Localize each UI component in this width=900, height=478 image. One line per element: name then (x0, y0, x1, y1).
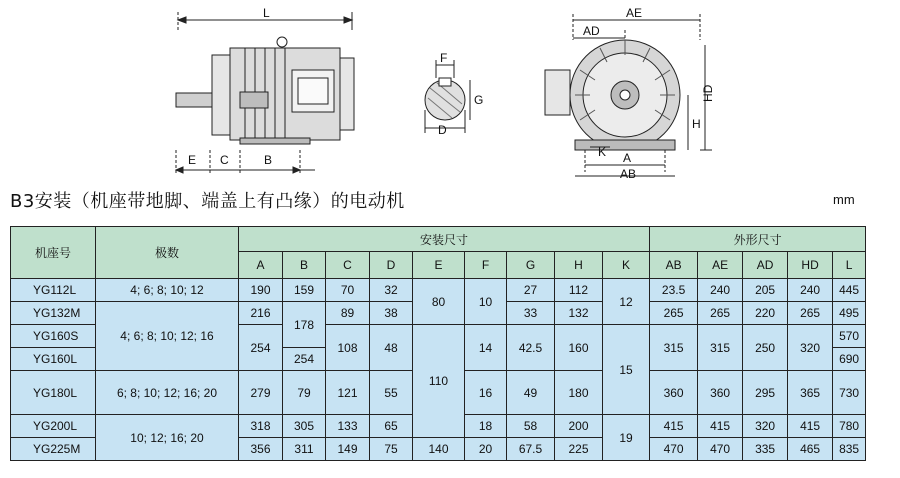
cell-F: 18 (465, 415, 507, 438)
col-header: D (370, 252, 413, 279)
dim-label-G: G (474, 93, 484, 107)
cell-AD: 205 (743, 279, 788, 302)
cell-AE: 470 (698, 438, 743, 461)
cell-C: 89 (326, 302, 370, 325)
page-title: B3安装（机座带地脚、端盖上有凸缘）的电动机 (10, 191, 405, 212)
cell-AB: 415 (650, 415, 698, 438)
header-poles: 极数 (96, 227, 239, 279)
dim-label-H: H (692, 117, 701, 131)
dim-label-F: F (440, 51, 448, 65)
header-outline: 外形尺寸 (650, 227, 866, 252)
cell-L: 570 (833, 325, 866, 348)
cell-G: 42.5 (507, 325, 555, 371)
motor-side-view (176, 12, 354, 175)
table-header-row (11, 227, 866, 252)
cell-HD: 240 (788, 279, 833, 302)
unit-label: mm (833, 192, 855, 207)
cell-AB: 315 (650, 325, 698, 371)
cell-L: 690 (833, 348, 866, 371)
col-header: HD (788, 252, 833, 279)
col-header: H (555, 252, 603, 279)
cell-model: YG180L (11, 371, 96, 415)
cell-K: 15 (603, 325, 650, 415)
dim-label-HD: HD (701, 84, 715, 102)
cell-AB: 265 (650, 302, 698, 325)
cell-G: 67.5 (507, 438, 555, 461)
cell-AE: 265 (698, 302, 743, 325)
col-header: B (283, 252, 326, 279)
cell-D: 38 (370, 302, 413, 325)
cell-H: 225 (555, 438, 603, 461)
cell-B: 305 (283, 415, 326, 438)
cell-model: YG160L (11, 348, 96, 371)
cell-A: 318 (239, 415, 283, 438)
cell-A: 216 (239, 302, 283, 325)
cell-E: 110 (413, 325, 465, 438)
cell-model: YG225M (11, 438, 96, 461)
cell-C: 121 (326, 371, 370, 415)
cell-poles: 4; 6; 8; 10; 12 (96, 279, 239, 302)
cell-H: 160 (555, 325, 603, 371)
cell-model: YG160S (11, 325, 96, 348)
cell-G: 33 (507, 302, 555, 325)
cell-HD: 320 (788, 325, 833, 371)
cell-D: 65 (370, 415, 413, 438)
cell-C: 149 (326, 438, 370, 461)
cell-A: 190 (239, 279, 283, 302)
dim-label-AB: AB (620, 167, 637, 180)
col-header: F (465, 252, 507, 279)
col-header: AB (650, 252, 698, 279)
cell-poles: 4; 6; 8; 10; 12; 16 (96, 302, 239, 371)
col-header: L (833, 252, 866, 279)
cell-F: 20 (465, 438, 507, 461)
cell-H: 180 (555, 371, 603, 415)
cell-model: YG132M (11, 302, 96, 325)
cell-AE: 415 (698, 415, 743, 438)
cell-F: 14 (465, 325, 507, 371)
cell-H: 132 (555, 302, 603, 325)
cell-AD: 220 (743, 302, 788, 325)
cell-H: 112 (555, 279, 603, 302)
dim-label-L: L (263, 6, 270, 20)
cell-AD: 335 (743, 438, 788, 461)
cell-AD: 250 (743, 325, 788, 371)
cell-B: 79 (283, 371, 326, 415)
cell-F: 10 (465, 279, 507, 325)
cell-B: 311 (283, 438, 326, 461)
dim-label-AD: AD (583, 24, 600, 38)
spec-table (10, 226, 866, 461)
cell-D: 32 (370, 279, 413, 302)
col-header: AD (743, 252, 788, 279)
cell-poles: 6; 8; 10; 12; 16; 20 (96, 371, 239, 415)
col-header: G (507, 252, 555, 279)
cell-A: 356 (239, 438, 283, 461)
cell-K: 19 (603, 415, 650, 461)
cell-model: YG112L (11, 279, 96, 302)
cell-HD: 365 (788, 371, 833, 415)
cell-L: 495 (833, 302, 866, 325)
cell-E: 140 (413, 438, 465, 461)
cell-A: 254 (239, 325, 283, 371)
cell-poles: 10; 12; 16; 20 (96, 415, 239, 461)
cell-H: 200 (555, 415, 603, 438)
cell-D: 75 (370, 438, 413, 461)
dim-label-A: A (623, 151, 632, 165)
cell-B: 254 (283, 348, 326, 371)
shaft-section-view (425, 60, 470, 133)
cell-B: 159 (283, 279, 326, 302)
technical-drawings (0, 0, 900, 180)
cell-HD: 465 (788, 438, 833, 461)
dim-label-E: E (188, 153, 197, 167)
col-header: C (326, 252, 370, 279)
dim-label-AE: AE (626, 6, 643, 20)
col-header: K (603, 252, 650, 279)
cell-AB: 470 (650, 438, 698, 461)
cell-G: 27 (507, 279, 555, 302)
dim-label-B: B (264, 153, 273, 167)
table-row (11, 279, 866, 302)
col-header: AE (698, 252, 743, 279)
header-install: 安装尺寸 (239, 227, 650, 252)
cell-C: 133 (326, 415, 370, 438)
cell-L: 835 (833, 438, 866, 461)
cell-AB: 360 (650, 371, 698, 415)
cell-HD: 415 (788, 415, 833, 438)
cell-L: 780 (833, 415, 866, 438)
dim-label-K: K (598, 145, 607, 159)
cell-L: 445 (833, 279, 866, 302)
cell-D: 48 (370, 325, 413, 371)
cell-D: 55 (370, 371, 413, 415)
cell-K: 12 (603, 279, 650, 325)
col-header: E (413, 252, 465, 279)
cell-AE: 360 (698, 371, 743, 415)
col-header: A (239, 252, 283, 279)
cell-C: 108 (326, 325, 370, 371)
cell-HD: 265 (788, 302, 833, 325)
cell-AE: 240 (698, 279, 743, 302)
cell-G: 49 (507, 371, 555, 415)
header-model: 机座号 (11, 227, 96, 279)
cell-AD: 320 (743, 415, 788, 438)
cell-AD: 295 (743, 371, 788, 415)
cell-G: 58 (507, 415, 555, 438)
cell-AE: 315 (698, 325, 743, 371)
cell-model: YG200L (11, 415, 96, 438)
cell-A: 279 (239, 371, 283, 415)
cell-F: 16 (465, 371, 507, 415)
cell-E: 80 (413, 279, 465, 325)
dim-label-C: C (220, 153, 229, 167)
cell-AB: 23.5 (650, 279, 698, 302)
cell-L: 730 (833, 371, 866, 415)
dim-label-D: D (438, 123, 447, 137)
cell-C: 70 (326, 279, 370, 302)
cell-B: 178 (283, 302, 326, 348)
